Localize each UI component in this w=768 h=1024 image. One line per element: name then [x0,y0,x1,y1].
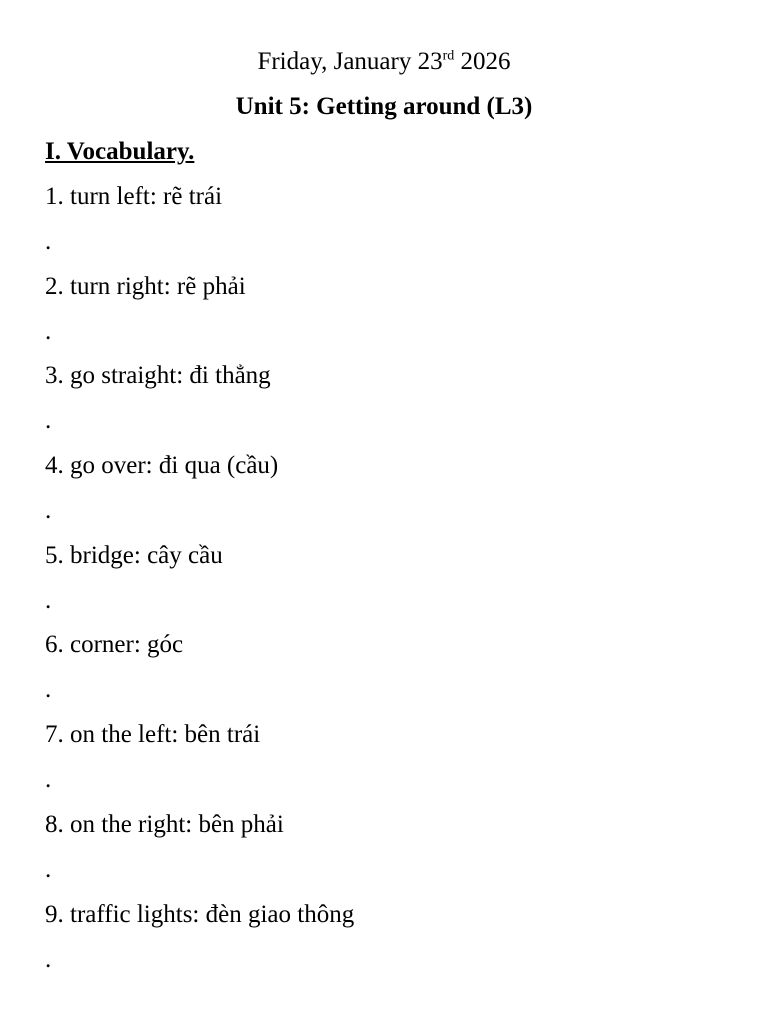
vocabulary-dot: . [45,228,52,255]
vocabulary-dot: . [45,407,52,435]
vocabulary-dot: . [45,855,52,883]
vocabulary-entry: 6. corner: góc [45,631,184,659]
vocabulary-entry: 7. on the left: bên trái [45,721,261,749]
vocabulary-entry: 4. go over: đi qua (cầu) [45,452,279,480]
vocabulary-item [45,897,735,987]
date-ordinal-suffix: rd [442,48,455,64]
vocabulary-entry: 3. go straight: đi thẳng [45,362,271,390]
vocabulary-list [45,179,735,986]
vocabulary-item [45,358,735,448]
vocabulary-entry: 9. traffic lights: đèn giao thông [45,900,355,928]
vocabulary-dot: . [45,586,52,614]
vocabulary-item [45,448,735,538]
vocabulary-item [45,807,735,897]
vocabulary-entry: 5. bridge: cây cầu [45,541,223,569]
vocabulary-dot: . [45,945,52,973]
unit-title: Unit 5: Getting around (L3) [235,93,533,120]
vocabulary-item [45,538,735,628]
vocabulary-item [45,627,735,717]
vocabulary-dot: . [45,676,52,704]
vocabulary-dot: . [45,497,52,525]
vocabulary-entry: 2. turn right: rẽ phải [45,272,246,300]
vocabulary-item [45,717,735,807]
vocabulary-entry: 8. on the right: bên phải [45,810,284,838]
date-text: Friday, January 23 [257,48,443,75]
date-year: 2026 [454,48,511,75]
vocabulary-item [45,269,735,359]
vocabulary-item [45,179,735,269]
section-heading-vocabulary: I. Vocabulary. [45,138,195,165]
vocabulary-dot: . [45,766,52,794]
vocabulary-entry: 1. turn left: rẽ trái [45,183,223,210]
date-line [0,44,768,80]
vocabulary-dot: . [45,317,52,345]
